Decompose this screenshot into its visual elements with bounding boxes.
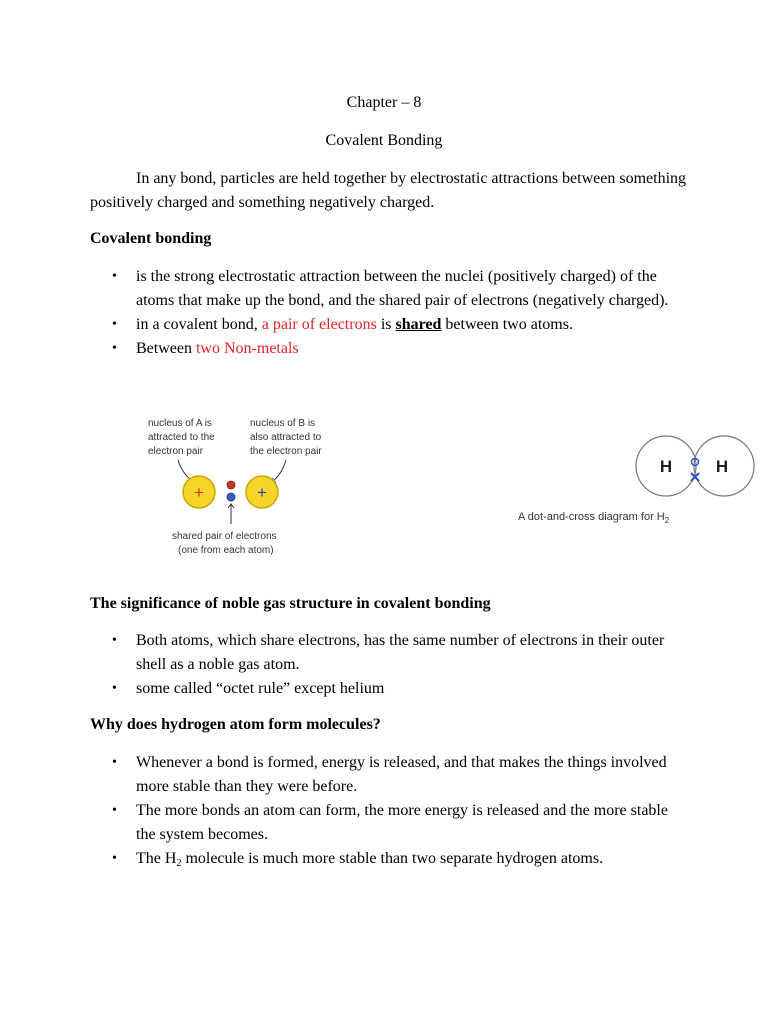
list-item: • some called “octet rule” except helium — [90, 677, 690, 701]
label-nucleus-b-line1: nucleus of B is — [250, 418, 316, 429]
highlight-text: two Non-metals — [195, 340, 299, 357]
bullet-icon: • — [112, 341, 117, 356]
atom-label-left: H — [659, 457, 673, 476]
label-nucleus-b-line2: also attracted to — [250, 432, 322, 443]
list-item: • in a covalent bond, a pair of electrons is shared between two atoms. — [90, 313, 690, 337]
list-item: • The more bonds an atom can form, the more energy is released and the more stable the system becomes. — [90, 799, 690, 847]
page-title: Covalent Bonding — [325, 132, 443, 149]
section-heading-covalent-bonding: Covalent bonding — [90, 230, 212, 247]
plus-icon: + — [257, 483, 267, 502]
list-item: • Whenever a bond is formed, energy is released, and that makes the things involved more stable than they were before. — [90, 751, 690, 799]
list-item: • Both atoms, which share electrons, has the same number of electrons in their outer shell as a noble gas atom. — [90, 629, 690, 677]
bullet-icon: • — [112, 681, 117, 696]
diagram-caption: A dot-and-cross diagram for $H_2$ — [518, 511, 670, 525]
chapter-title: Chapter – 8 — [346, 94, 422, 111]
bullet-icon: • — [112, 755, 117, 770]
bullet-icon: • — [112, 317, 117, 332]
highlight-text: a pair of electrons — [261, 316, 377, 333]
section-heading-hydrogen: Why does hydrogen atom form molecules? — [90, 716, 381, 733]
label-nucleus-a-line1: nucleus of A is — [148, 418, 212, 429]
dot-and-cross-diagram — [510, 432, 755, 527]
intro-paragraph: In any bond, particles are held together by electrostatic attractions between something positively charged and something negatively charged. — [90, 170, 687, 211]
section-heading-noble-gas: The significance of noble gas structure in covalent bonding — [90, 595, 491, 612]
covalent-bonding-list — [90, 265, 690, 361]
label-nucleus-a-line2: attracted to the — [148, 432, 215, 443]
bullet-icon: • — [112, 269, 117, 284]
electron-red — [227, 481, 235, 489]
covalent-bond-diagram — [140, 408, 350, 563]
bullet-icon: • — [112, 851, 117, 866]
label-nucleus-a-line3: electron pair — [148, 446, 204, 457]
list-item: • Between two Non-metals — [90, 337, 690, 361]
list-item: • is the strong electrostatic attraction between the nuclei (positively charged) of the atoms that make up the bond, and the shared pair of electrons (negatively charged). — [90, 265, 690, 313]
emphasis-text: shared — [395, 316, 442, 333]
noble-gas-list — [90, 629, 690, 701]
atom-label-right: H — [715, 457, 729, 476]
label-nucleus-b-line3: the electron pair — [250, 446, 322, 457]
electron-blue — [227, 493, 235, 501]
label-shared-line2: (one from each atom) — [178, 545, 274, 556]
label-shared-line1: shared pair of electrons — [172, 531, 277, 542]
arrow-b — [272, 460, 286, 482]
bullet-icon: • — [112, 633, 117, 648]
list-item: • The $H_2$ molecule is much more stable than two separate hydrogen atoms. — [90, 847, 690, 871]
hydrogen-list — [90, 751, 690, 871]
bullet-icon: • — [112, 803, 117, 818]
plus-icon: + — [194, 483, 204, 502]
